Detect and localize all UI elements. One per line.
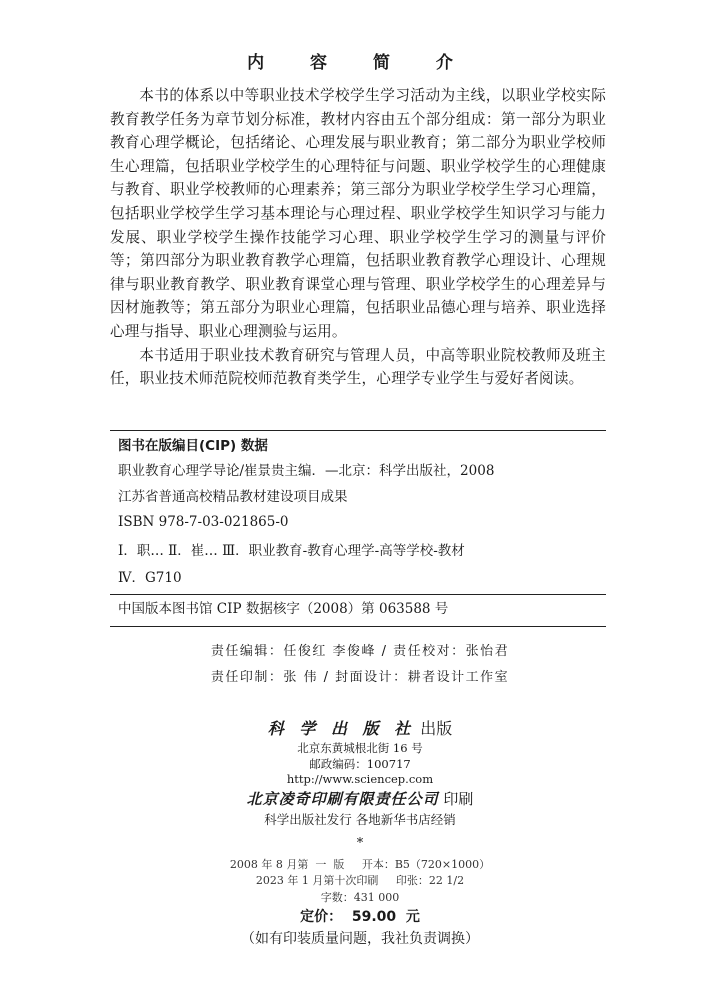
page-title: 内 容 简 介: [247, 53, 473, 73]
distribution-line: 科学出版社发行 各地新华书店经销: [264, 812, 456, 827]
cip-line-5: Ⅳ．G710: [118, 570, 182, 586]
word-count: 字数：431 000: [320, 891, 400, 904]
publisher-name: 科 学 出 版 社: [267, 719, 416, 738]
cip-line-4: Ⅰ．职… Ⅱ．崔… Ⅲ．职业教育-教育心理学-高等学校-教材: [118, 543, 465, 559]
intro-text: [110, 84, 606, 391]
quality-note: （如有印装质量问题，我社负责调换）: [241, 931, 479, 947]
printer-name: 北京凌奇印刷有限责任公司: [246, 790, 439, 808]
cip-line-1: 职业教育心理学导论/崔景贵主编．—北京：科学出版社，2008: [118, 463, 495, 479]
price: 定价： 59.00 元: [300, 909, 420, 925]
separator-star: *: [356, 836, 364, 851]
editors-line-1: 责任编辑：任俊红 李俊峰 / 责任校对：张怡君: [210, 644, 510, 659]
publisher-line: [0, 716, 720, 739]
cip-heading: 图书在版编目(CIP) 数据: [118, 438, 268, 454]
cip-record-number: 中国版本图书馆 CIP 数据核字（2008）第 063588 号: [118, 601, 449, 617]
intro-paragraph-2: 本书适用于职业技术教育研究与管理人员，中高等职业院校教师及班主任，职业技术师范院校师范教育类学生，心理学专业学生与爱好者阅读。: [110, 346, 606, 388]
edition-line-1: 2008 年 8 月第 一 版 开本：B5（720×1000）: [229, 858, 491, 871]
publisher-address: 北京东黄城根北街 16 号: [297, 741, 423, 755]
editors-line-2: 责任印制：张 伟 / 封面设计：耕者设计工作室: [210, 670, 510, 685]
cip-line-2: 江苏省普通高校精品教材建设项目成果: [118, 489, 348, 505]
cip-isbn: ISBN 978-7-03-021865-0: [118, 514, 289, 530]
publisher-zip: 邮政编码：100717: [309, 757, 411, 771]
printer-suffix: 印刷: [443, 790, 474, 808]
edition-line-2: 2023 年 1 月第十次印刷 印张：22 1/2: [255, 874, 465, 887]
divider-cip-bottom: [110, 626, 606, 627]
divider-cip-inner: [110, 594, 606, 595]
intro-paragraph-1: 本书的体系以中等职业技术学校学生学习活动为主线，以职业学校实际教育教学任务为章节划分标准，教材内容由五个部分组成：第一部分为职业教育心理学概论，包括绪论、心理发展与职业教育；第二部分为职业学校师生心理篇，包括职业学校学生的心理特征与问题、职业学校学生的心理健康与教育、职业学校教师的心理素养；第三部分为职业学校学生学习心理篇，包括职业学校学生学习基本理论与心理过程、职业学校学生知识学习与能力发展、职业学校学生操作技能学习心理、职业学校学生学习的测量与评价等；第四部分为职业教育教学心理篇，包括职业教育教学心理设计、心理规律与职业教育教学、职业教育课堂心理与管理、职业学校学生的心理差异与因材施教等；第五部分为职业心理篇，包括职业品德心理与培养、职业选择心理与指导、职业心理测验与运用。: [110, 87, 606, 340]
publisher-url: http://www.sciencep.com: [286, 772, 434, 786]
divider-top: [110, 430, 606, 431]
publisher-suffix: 出版: [420, 719, 453, 738]
printer-line: [0, 788, 720, 809]
